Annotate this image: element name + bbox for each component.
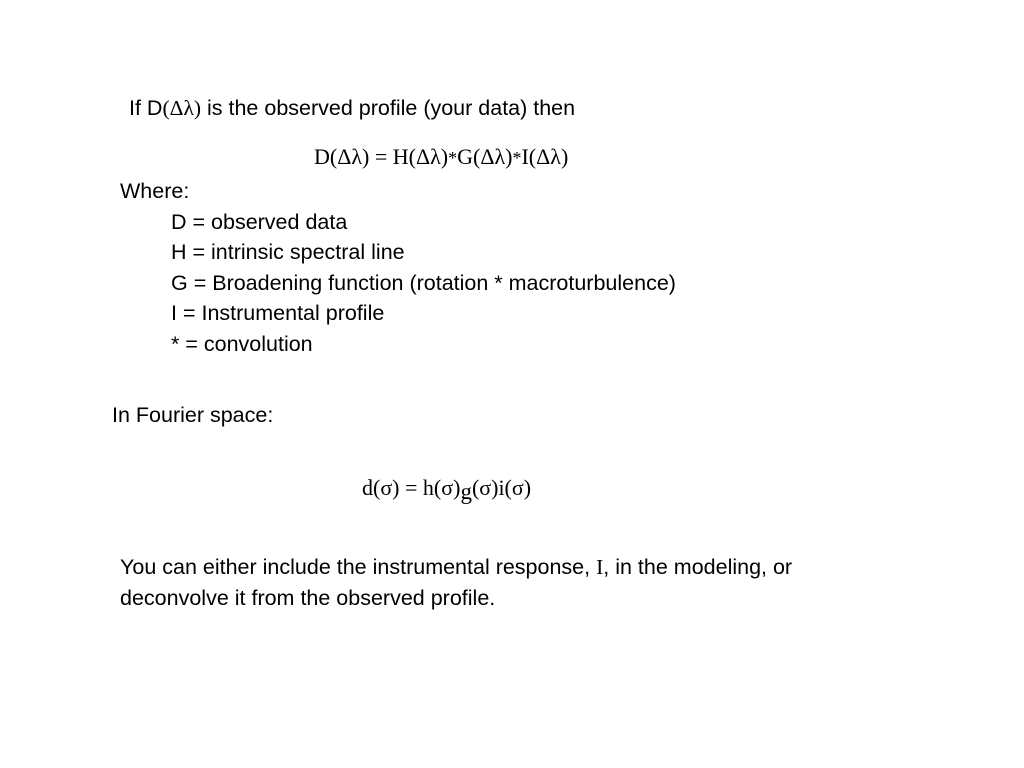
closing-symbol: I xyxy=(596,555,604,579)
equation-fourier-rest: (σ)i(σ) xyxy=(471,475,532,500)
equation-convolution xyxy=(314,143,568,172)
where-item-h: H = intrinsic spectral line xyxy=(171,240,405,264)
intro-arg: (Δλ) xyxy=(162,96,202,120)
where-heading: Where: xyxy=(120,179,190,203)
equation-convolution-star-1: * xyxy=(448,148,458,168)
intro-suffix: is the observed profile (your data) then xyxy=(201,96,576,120)
closing-line-2: deconvolve it from the observed profile. xyxy=(120,586,496,610)
where-item-i: I = Instrumental profile xyxy=(171,301,385,325)
where-item-g: G = Broadening function (rotation * macroturbulence) xyxy=(171,271,676,295)
closing-part-2: , in the modeling, or xyxy=(603,555,793,579)
closing-part-1: You can either include the instrumental response, xyxy=(120,555,597,579)
equation-fourier xyxy=(362,474,531,502)
equation-convolution-star-2: * xyxy=(512,148,522,168)
where-item-star: * = convolution xyxy=(171,332,313,356)
equation-fourier-g: g xyxy=(460,479,472,504)
where-item-d: D = observed data xyxy=(171,210,348,234)
closing-line-1 xyxy=(120,554,792,580)
equation-convolution-i: I(Δλ) xyxy=(521,144,569,169)
equation-convolution-g: G(Δλ) xyxy=(457,144,513,169)
equation-convolution-d: D(Δλ) = H(Δλ) xyxy=(314,144,449,169)
intro-line xyxy=(129,95,575,121)
equation-fourier-lhs: d(σ) = h(σ) xyxy=(362,475,461,500)
intro-prefix: If D xyxy=(129,96,163,120)
fourier-heading: In Fourier space: xyxy=(112,403,274,427)
